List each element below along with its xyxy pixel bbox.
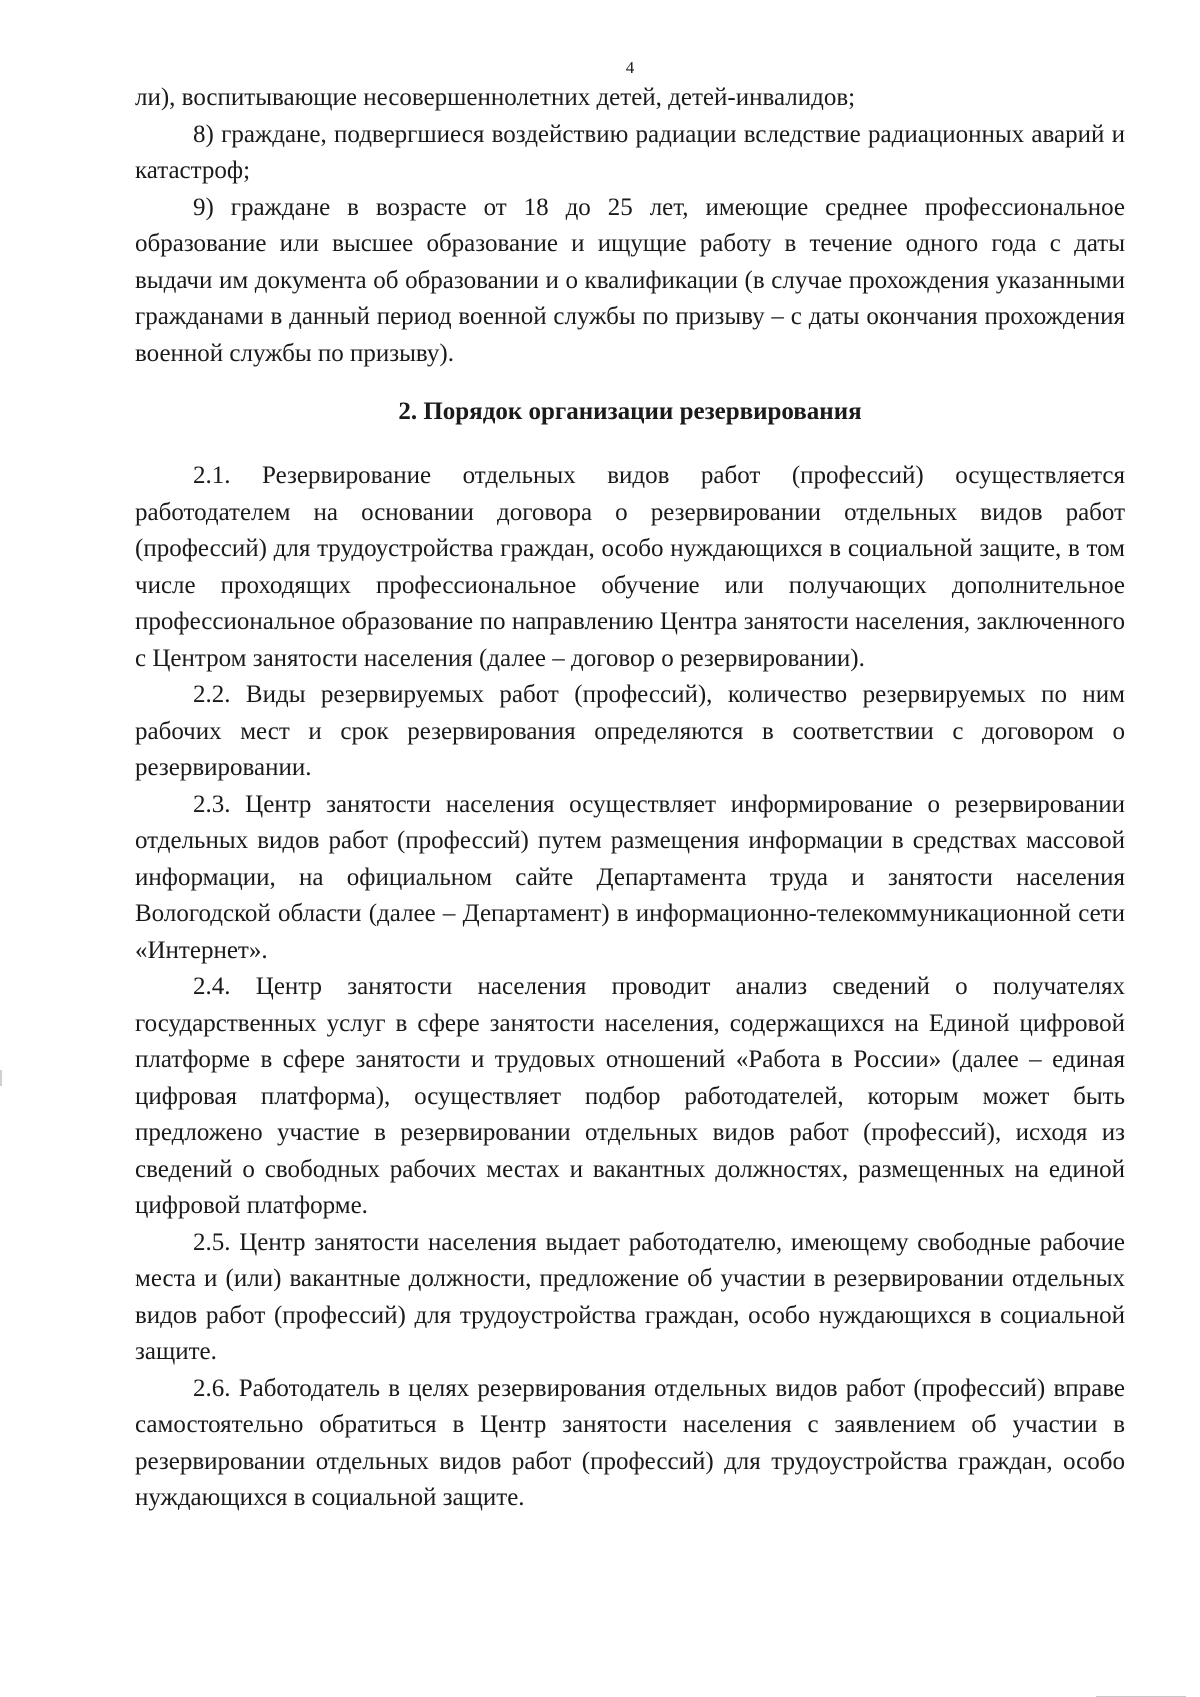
section-heading: 2. Порядок организации резервирования	[398, 398, 862, 425]
paragraph-item-9: 9) граждане в возрасте от 18 до 25 лет, имеющие среднее профессиональное образование или высшее образование и ищущие работу в течение одного года с даты выдачи им документа об образовании и о квалификации (в случае прохождения указанными гражданами в данный период военной службы по призыву – с даты окончания прохождения военной службы по призыву).	[135, 193, 1125, 367]
paragraph-continuation: ли), воспитывающие несовершеннолетних детей, детей-инвалидов;	[135, 84, 856, 111]
paragraph-item-8: 8) граждане, подвергшиеся воздействию радиации вследствие радиационных аварий и катастроф;	[135, 120, 1125, 184]
paragraph-2-6: 2.6. Работодатель в целях резервирования отдельных видов работ (профессий) вправе самостоятельно обратиться в Центр занятости населения с заявлением об участии в резервировании отдельных видов работ (профессий) для трудоустройства граждан, особо нуждающихся в социальной защите.	[135, 1374, 1125, 1511]
paragraph-2-3: 2.3. Центр занятости населения осуществляет информирование о резервировании отдельных видов работ (профессий) путем размещения информации в средствах массовой информации, на официальном сайте Департамента труда и занятости населения Вологодской области (далее – Департамент) в информационно-телекоммуникационной сети «Интернет».	[135, 790, 1125, 964]
scan-edge-mark	[0, 1070, 2, 1086]
paragraph-2-4: 2.4. Центр занятости населения проводит анализ сведений о получателях государственных услуг в сфере занятости населения, содержащихся на Единой цифровой платформе в сфере занятости и трудовых отношений «Работа в России» (далее – единая цифровая платформа), осуществляет подбор работодателей, которым может быть предложено участие в резервировании отдельных видов работ (профессий), исходя из сведений о свободных рабочих местах и вакантных должностях, размещенных на единой цифровой платформе.	[135, 973, 1125, 1219]
page-number: 4	[625, 58, 635, 77]
paragraph-2-5: 2.5. Центр занятости населения выдает работодателю, имеющему свободные рабочие места и (или) вакантные должности, предложение об участии в резервировании отдельных видов работ (профессий) для трудоустройства граждан, особо нуждающихся в социальной защите.	[135, 1228, 1125, 1365]
paragraph-2-1: 2.1. Резервирование отдельных видов работ (профессий) осуществляется работодателем на основании договора о резервировании отдельных видов работ (профессий) для трудоустройства граждан, особо нуждающихся в социальной защите, в том числе проходящих профессиональное обучение или получающих дополнительное профессиональное образование по направлению Центра занятости населения, заключенного с Центром занятости населения (далее – договор о резервировании).	[135, 462, 1125, 672]
paragraph-2-2: 2.2. Виды резервируемых работ (профессий), количество резервируемых по ним рабочих мест и срок резервирования определяются в соответствии с договором о резервировании.	[135, 681, 1125, 781]
document-page	[135, 58, 1125, 1517]
scan-bottom-mark	[1096, 1686, 1186, 1697]
